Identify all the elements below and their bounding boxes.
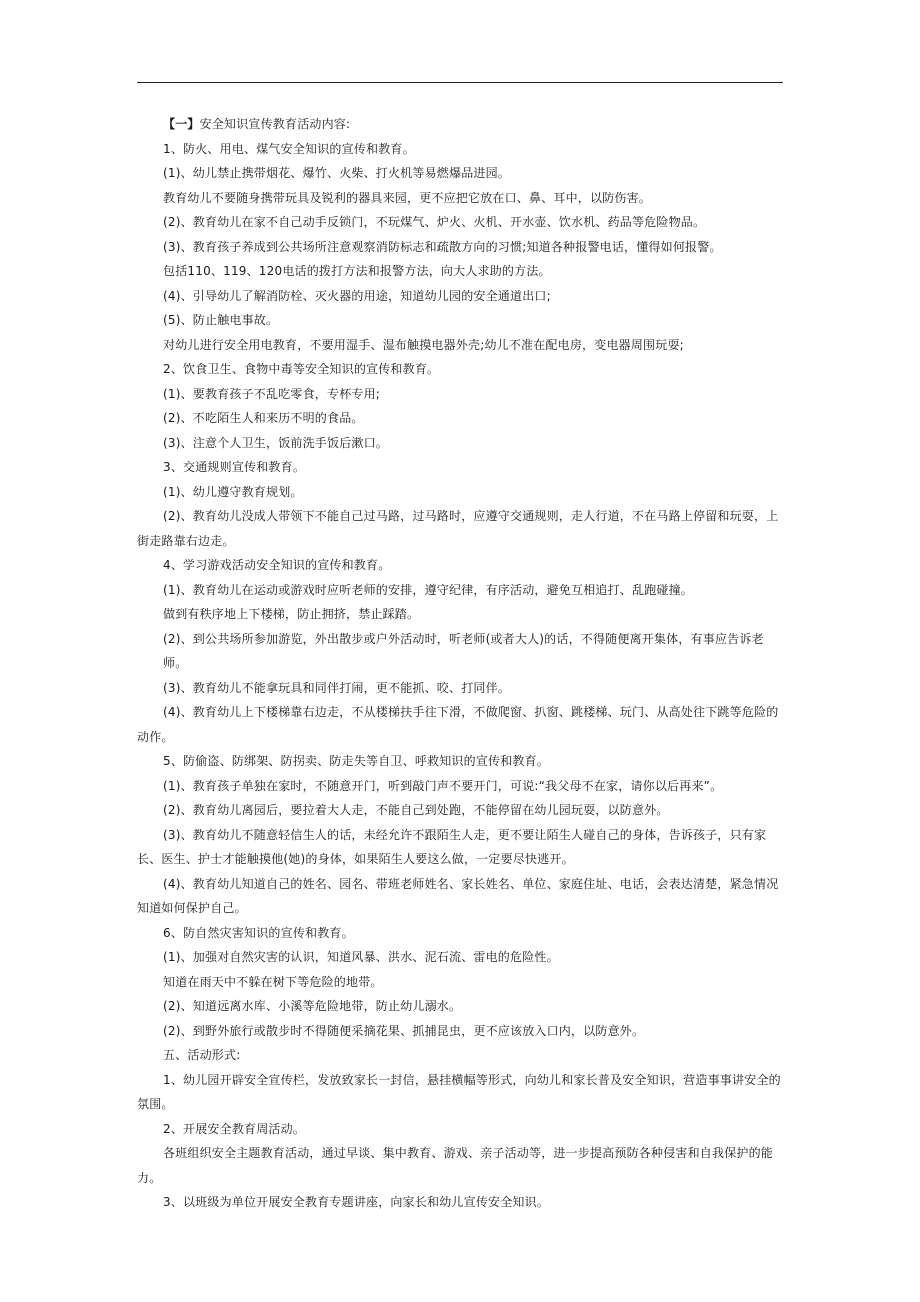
paragraph: (1)、教育幼儿在运动或游戏时应听老师的安排，遵守纪律，有序活动，避免互相追打、乱跑碰撞。 xyxy=(163,582,694,597)
paragraph: (2)、到公共场所参加游览，外出散步或户外活动时，听老师(或者大人)的话，不得随便离开集体，有事应告诉老师。 xyxy=(163,631,764,670)
paragraph: 各班组织安全主题教育活动，通过早谈、集中教育、游戏、亲子活动等，进一步提高预防各种侵害和自我保护的能力。 xyxy=(137,1146,774,1185)
paragraph: 3、以班级为单位开展安全教育专题讲座，向家长和幼儿宣传安全知识。 xyxy=(163,1195,550,1209)
paragraph: 2、饮食卫生、食物中毒等安全知识的宣传和教育。 xyxy=(163,362,440,376)
paragraph: (3)、教育孩子养成到公共场所注意观察消防标志和疏散方向的习惯;知道各种报警电话，懂得如何报警。 xyxy=(163,239,722,254)
paragraph: (2)、到野外旅行或散步时不得随便采摘花果、抓捕昆虫，更不应该放入口内，以防意外。 xyxy=(163,1023,645,1038)
paragraph: 知道在雨天中不躲在树下等危险的地带。 xyxy=(163,974,383,989)
paragraph: (5)、防止触电事故。 xyxy=(163,313,279,327)
header-rule xyxy=(137,82,783,83)
paragraph: 1、幼儿园开辟安全宣传栏，发放致家长一封信，悬挂横幅等形式，向幼儿和家长普及安全知识，营造事事讲安全的氛围。 xyxy=(137,1072,781,1111)
paragraph: 5、防偷盗、防绑架、防拐卖、防走失等自卫、呼救知识的宣传和教育。 xyxy=(163,754,550,768)
paragraph: (4)、教育幼儿上下楼梯靠右边走，不从楼梯扶手往下滑，不做爬窗、扒窗、跳楼梯、玩门、从高处往下跳等危险的动作。 xyxy=(137,705,779,744)
paragraph: (4)、引导幼儿了解消防栓、灭火器的用途，知道幼儿园的安全通道出口; xyxy=(163,288,551,303)
paragraph: (1)、幼儿遵守教育规划。 xyxy=(163,484,303,499)
paragraph: (2)、教育幼儿在家不自己动手反锁门，不玩煤气、炉火、火机、开水壶、饮水机、药品等危险物品。 xyxy=(163,215,706,229)
heading-text: 安全知识宣传教育活动内容: xyxy=(199,117,351,131)
section-heading xyxy=(137,112,783,137)
heading-bracket: 【一】 xyxy=(163,117,200,131)
paragraph: (2)、教育幼儿离园后，要拉着大人走，不能自己到处跑，不能停留在幼儿园玩耍，以防意外。 xyxy=(163,803,669,817)
paragraph: 4、学习游戏活动安全知识的宣传和教育。 xyxy=(163,558,391,572)
document-body xyxy=(137,112,783,1215)
paragraph: (3)、教育幼儿不随意轻信生人的话，未经允许不跟陌生人走，更不要让陌生人碰自己的身体，告诉孩子，只有家长、医生、护士才能触摸他(她)的身体，如果陌生人要这么做，一定要尽快逃开。 xyxy=(137,827,767,866)
paragraph: (1)、要教育孩子不乱吃零食，专杯专用; xyxy=(163,386,381,401)
paragraph: (4)、教育幼儿知道自己的姓名、园名、带班老师姓名、家长姓名、单位、家庭住址、电话，会表达清楚，紧急情况知道如何保护自己。 xyxy=(137,876,779,915)
paragraph: 6、防自然灾害知识的宣传和教育。 xyxy=(163,925,354,940)
paragraph: (1)、教育孩子单独在家时，不随意开门，听到敲门声不要开门，可说:“我父母不在家，请你以后再来”。 xyxy=(163,778,723,793)
paragraph: (1)、幼儿禁止携带烟花、爆竹、火柴、打火机等易燃爆品进园。 xyxy=(163,166,511,180)
paragraph: (1)、加强对自然灾害的认识，知道风暴、洪水、泥石流、雷电的危险性。 xyxy=(163,950,559,964)
paragraph: (2)、知道远离水库、小溪等危险地带，防止幼儿溺水。 xyxy=(163,999,462,1013)
paragraph: (3)、注意个人卫生，饭前洗手饭后漱口。 xyxy=(163,435,388,450)
paragraph: 教育幼儿不要随身携带玩具及锐利的器具来园，更不应把它放在口、鼻、耳中，以防伤害。 xyxy=(163,190,652,205)
paragraph: 包括110、119、120电话的拨打方法和报警方法，向大人求助的方法。 xyxy=(163,264,551,278)
paragraph: 1、防火、用电、煤气安全知识的宣传和教育。 xyxy=(163,141,415,156)
paragraph: 五、活动形式: xyxy=(163,1048,241,1062)
paragraph: 3、交通规则宣传和教育。 xyxy=(163,460,306,474)
paragraph: 对幼儿进行安全用电教育，不要用湿手、湿布触摸电器外壳;幼儿不准在配电房，变电器周围玩耍; xyxy=(163,337,684,352)
paragraph: (2)、教育幼儿没成人带领下不能自己过马路，过马路时，应遵守交通规则，走人行道，不在马路上停留和玩耍，上街走路靠右边走。 xyxy=(137,509,779,548)
paragraph: (3)、教育幼儿不能拿玩具和同伴打闹，更不能抓、咬、打同伴。 xyxy=(163,680,511,695)
paragraph: 2、开展安全教育周活动。 xyxy=(163,1121,306,1136)
paragraph: (2)、不吃陌生人和来历不明的食品。 xyxy=(163,411,364,425)
paragraph: 做到有秩序地上下楼梯，防止拥挤，禁止踩踏。 xyxy=(163,607,420,621)
